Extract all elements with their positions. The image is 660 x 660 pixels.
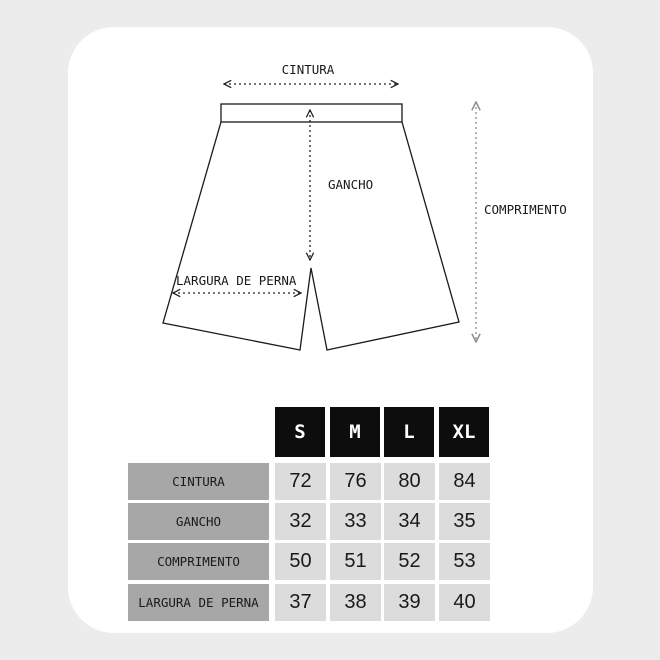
waist-label: CINTURA <box>281 62 335 77</box>
rise-label: GANCHO <box>328 177 374 192</box>
table-cell: 72 <box>275 463 326 500</box>
table-cell: 34 <box>384 503 435 540</box>
row-label: CINTURA <box>128 463 269 500</box>
row-label: GANCHO <box>128 503 269 540</box>
table-cell: 38 <box>330 584 381 621</box>
leg-width-label: LARGURA DE PERNA <box>176 273 297 288</box>
size-header-l: L <box>384 407 434 457</box>
table-cell: 37 <box>275 584 326 621</box>
size-header-s: S <box>275 407 325 457</box>
table-cell: 80 <box>384 463 435 500</box>
table-cell: 35 <box>439 503 490 540</box>
size-header-m: M <box>330 407 380 457</box>
size-header-xl: XL <box>439 407 489 457</box>
row-label: LARGURA DE PERNA <box>128 584 269 621</box>
table-cell: 52 <box>384 543 435 580</box>
table-cell: 84 <box>439 463 490 500</box>
table-cell: 33 <box>330 503 381 540</box>
row-label: COMPRIMENTO <box>128 543 269 580</box>
table-cell: 51 <box>330 543 381 580</box>
table-cell: 50 <box>275 543 326 580</box>
table-cell: 39 <box>384 584 435 621</box>
table-cell: 40 <box>439 584 490 621</box>
table-cell: 32 <box>275 503 326 540</box>
table-cell: 53 <box>439 543 490 580</box>
table-cell: 76 <box>330 463 381 500</box>
length-label: COMPRIMENTO <box>484 202 567 217</box>
